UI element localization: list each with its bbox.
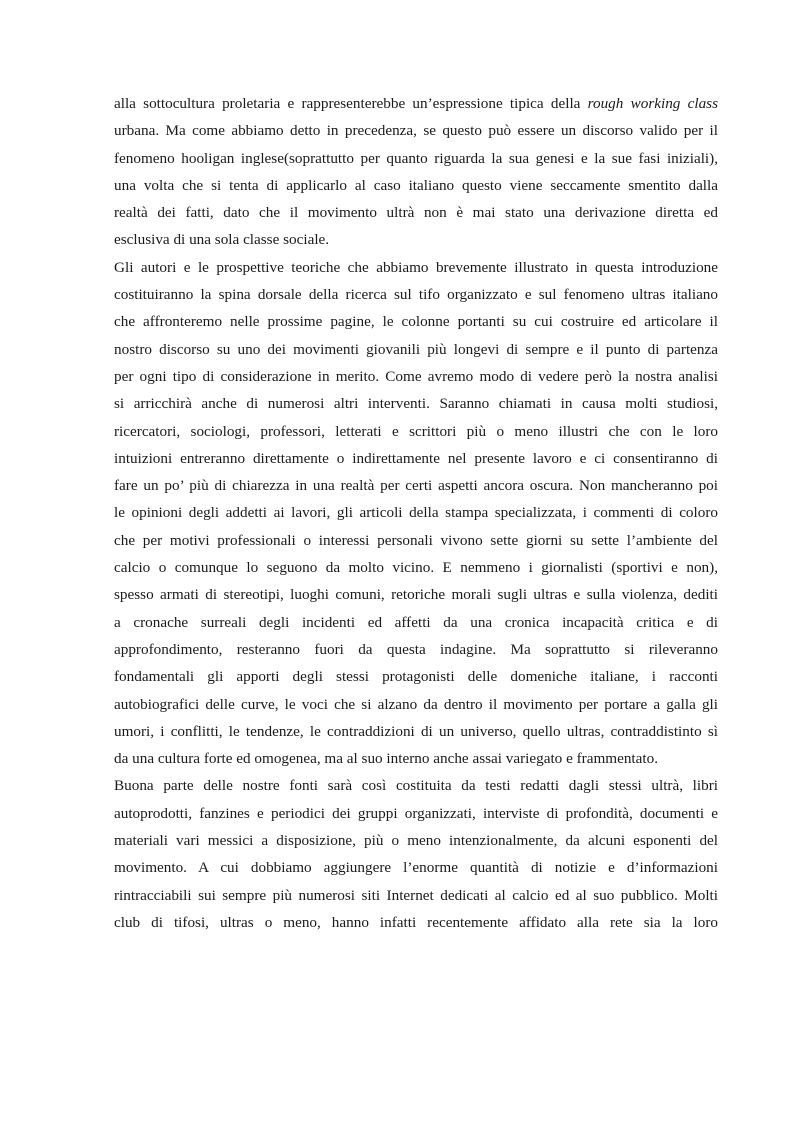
text-run: umori, i conflitti, le tendenze, le contraddizioni di un universo, quello ultras, contraddistinto sì [114,722,718,740]
text-run: fare un po’ più di chiarezza in una realtà per certi aspetti ancora oscura. Non mancheranno poi [114,477,718,495]
text-run: da una cultura forte ed omogenea, ma al suo interno anche assai variegato e frammentato. [114,750,658,768]
text-run: intuizioni entreranno direttamente o indirettamente nel presente lavoro e ci consentiranno di [114,449,718,467]
text-line [114,281,718,308]
text-run: rintracciabili sui sempre più numerosi siti Internet dedicati al calcio ed al suo pubblico. Molti [114,886,718,904]
text-line [114,499,718,526]
text-line [114,472,718,499]
text-line [114,390,718,417]
document-page [114,90,718,936]
text-line [114,827,718,854]
text-run: per ogni tipo di considerazione in merito. Come avremo modo di vedere però la nostra analisi [114,367,718,385]
text-run: materiali vari messici a disposizione, più o meno intenzionalmente, da alcuni esponenti del [114,832,718,850]
text-line [114,691,718,718]
text-line [114,226,718,253]
text-line [114,609,718,636]
text-run: le opinioni degli addetti ai lavori, gli articoli della stampa specializzata, i commenti di coloro [114,504,718,522]
text-line [114,117,718,144]
text-line [114,254,718,281]
text-run: realtà dei fatti, dato che il movimento ultrà non è mai stato una derivazione diretta ed [114,204,718,222]
text-line [114,800,718,827]
text-run: ricercatori, sociologi, professori, letterati e scrittori più o meno illustri che con le loro [114,422,718,440]
text-line [114,882,718,909]
text-run: si arricchirà anche di numerosi altri interventi. Saranno chiamati in causa molti studiosi, [114,395,718,413]
text-line [114,745,718,772]
text-run: calcio o comunque lo seguono da molto vicino. E nemmeno i giornalisti (sportivi e non), [114,559,718,577]
text-run: Gli autori e le prospettive teoriche che abbiamo brevemente illustrato in questa introduzione [114,258,718,276]
text-run: Buona parte delle nostre fonti sarà così costituita da testi redatti dagli stessi ultrà, libri [114,777,718,795]
text-run: club di tifosi, ultras o meno, hanno infatti recentemente affidato alla rete sia la loro [114,913,718,931]
paragraph [114,90,718,254]
text-run: fondamentali gli apporti degli stessi protagonisti delle domeniche italiane, i racconti [114,668,718,686]
text-line [114,199,718,226]
text-line [114,854,718,881]
text-line [114,363,718,390]
text-run: autoprodotti, fanzines e periodici dei gruppi organizzati, interviste di profondità, documenti e [114,804,718,822]
text-line [114,145,718,172]
text-line [114,172,718,199]
text-line [114,527,718,554]
text-run: alla sottocultura proletaria e rappresenterebbe un’espressione tipica della [114,95,588,112]
text-line [114,554,718,581]
text-run: autobiografici delle curve, le voci che si alzano da dentro il movimento per portare a galla gli [114,695,718,713]
text-line [114,718,718,745]
text-line [114,90,718,117]
text-line [114,445,718,472]
italic-text: rough working class [587,95,718,112]
text-run: a cronache surreali degli incidenti ed affetti da una cronica incapacità critica e di [114,613,718,631]
text-line [114,336,718,363]
paragraph [114,254,718,773]
text-line [114,308,718,335]
text-run: costituiranno la spina dorsale della ricerca sul tifo organizzato e sul fenomeno ultras italiano [114,286,718,304]
text-run: nostro discorso su uno dei movimenti giovanili più longevi di sempre e il punto di partenza [114,340,718,358]
text-run: fenomeno hooligan inglese(soprattutto per quanto riguarda la sua genesi e la sue fasi iniziali), [114,149,718,167]
text-run: urbana. Ma come abbiamo detto in precedenza, se questo può essere un discorso valido per il [114,122,718,140]
paragraph [114,772,718,936]
text-line [114,636,718,663]
text-run: una volta che si tenta di applicarlo al caso italiano questo viene seccamente smentito dalla [114,176,718,194]
text-line [114,663,718,690]
text-run: che per motivi professionali o interessi personali vivono sette giorni su sette l’ambiente del [114,531,718,549]
text-run: spesso armati di stereotipi, luoghi comuni, retoriche morali sugli ultras e sulla violenza, dediti [114,586,718,604]
text-line [114,909,718,936]
text-line [114,581,718,608]
text-line [114,772,718,799]
text-line [114,418,718,445]
text-run: movimento. A cui dobbiamo aggiungere l’enorme quantità di notizie e d’informazioni [114,859,718,877]
text-run: approfondimento, resteranno fuori da questa indagine. Ma soprattutto si rileveranno [114,640,718,658]
text-run: esclusiva di una sola classe sociale. [114,231,330,249]
text-run: che affronteremo nelle prossime pagine, le colonne portanti su cui costruire ed articolare il [114,313,718,331]
